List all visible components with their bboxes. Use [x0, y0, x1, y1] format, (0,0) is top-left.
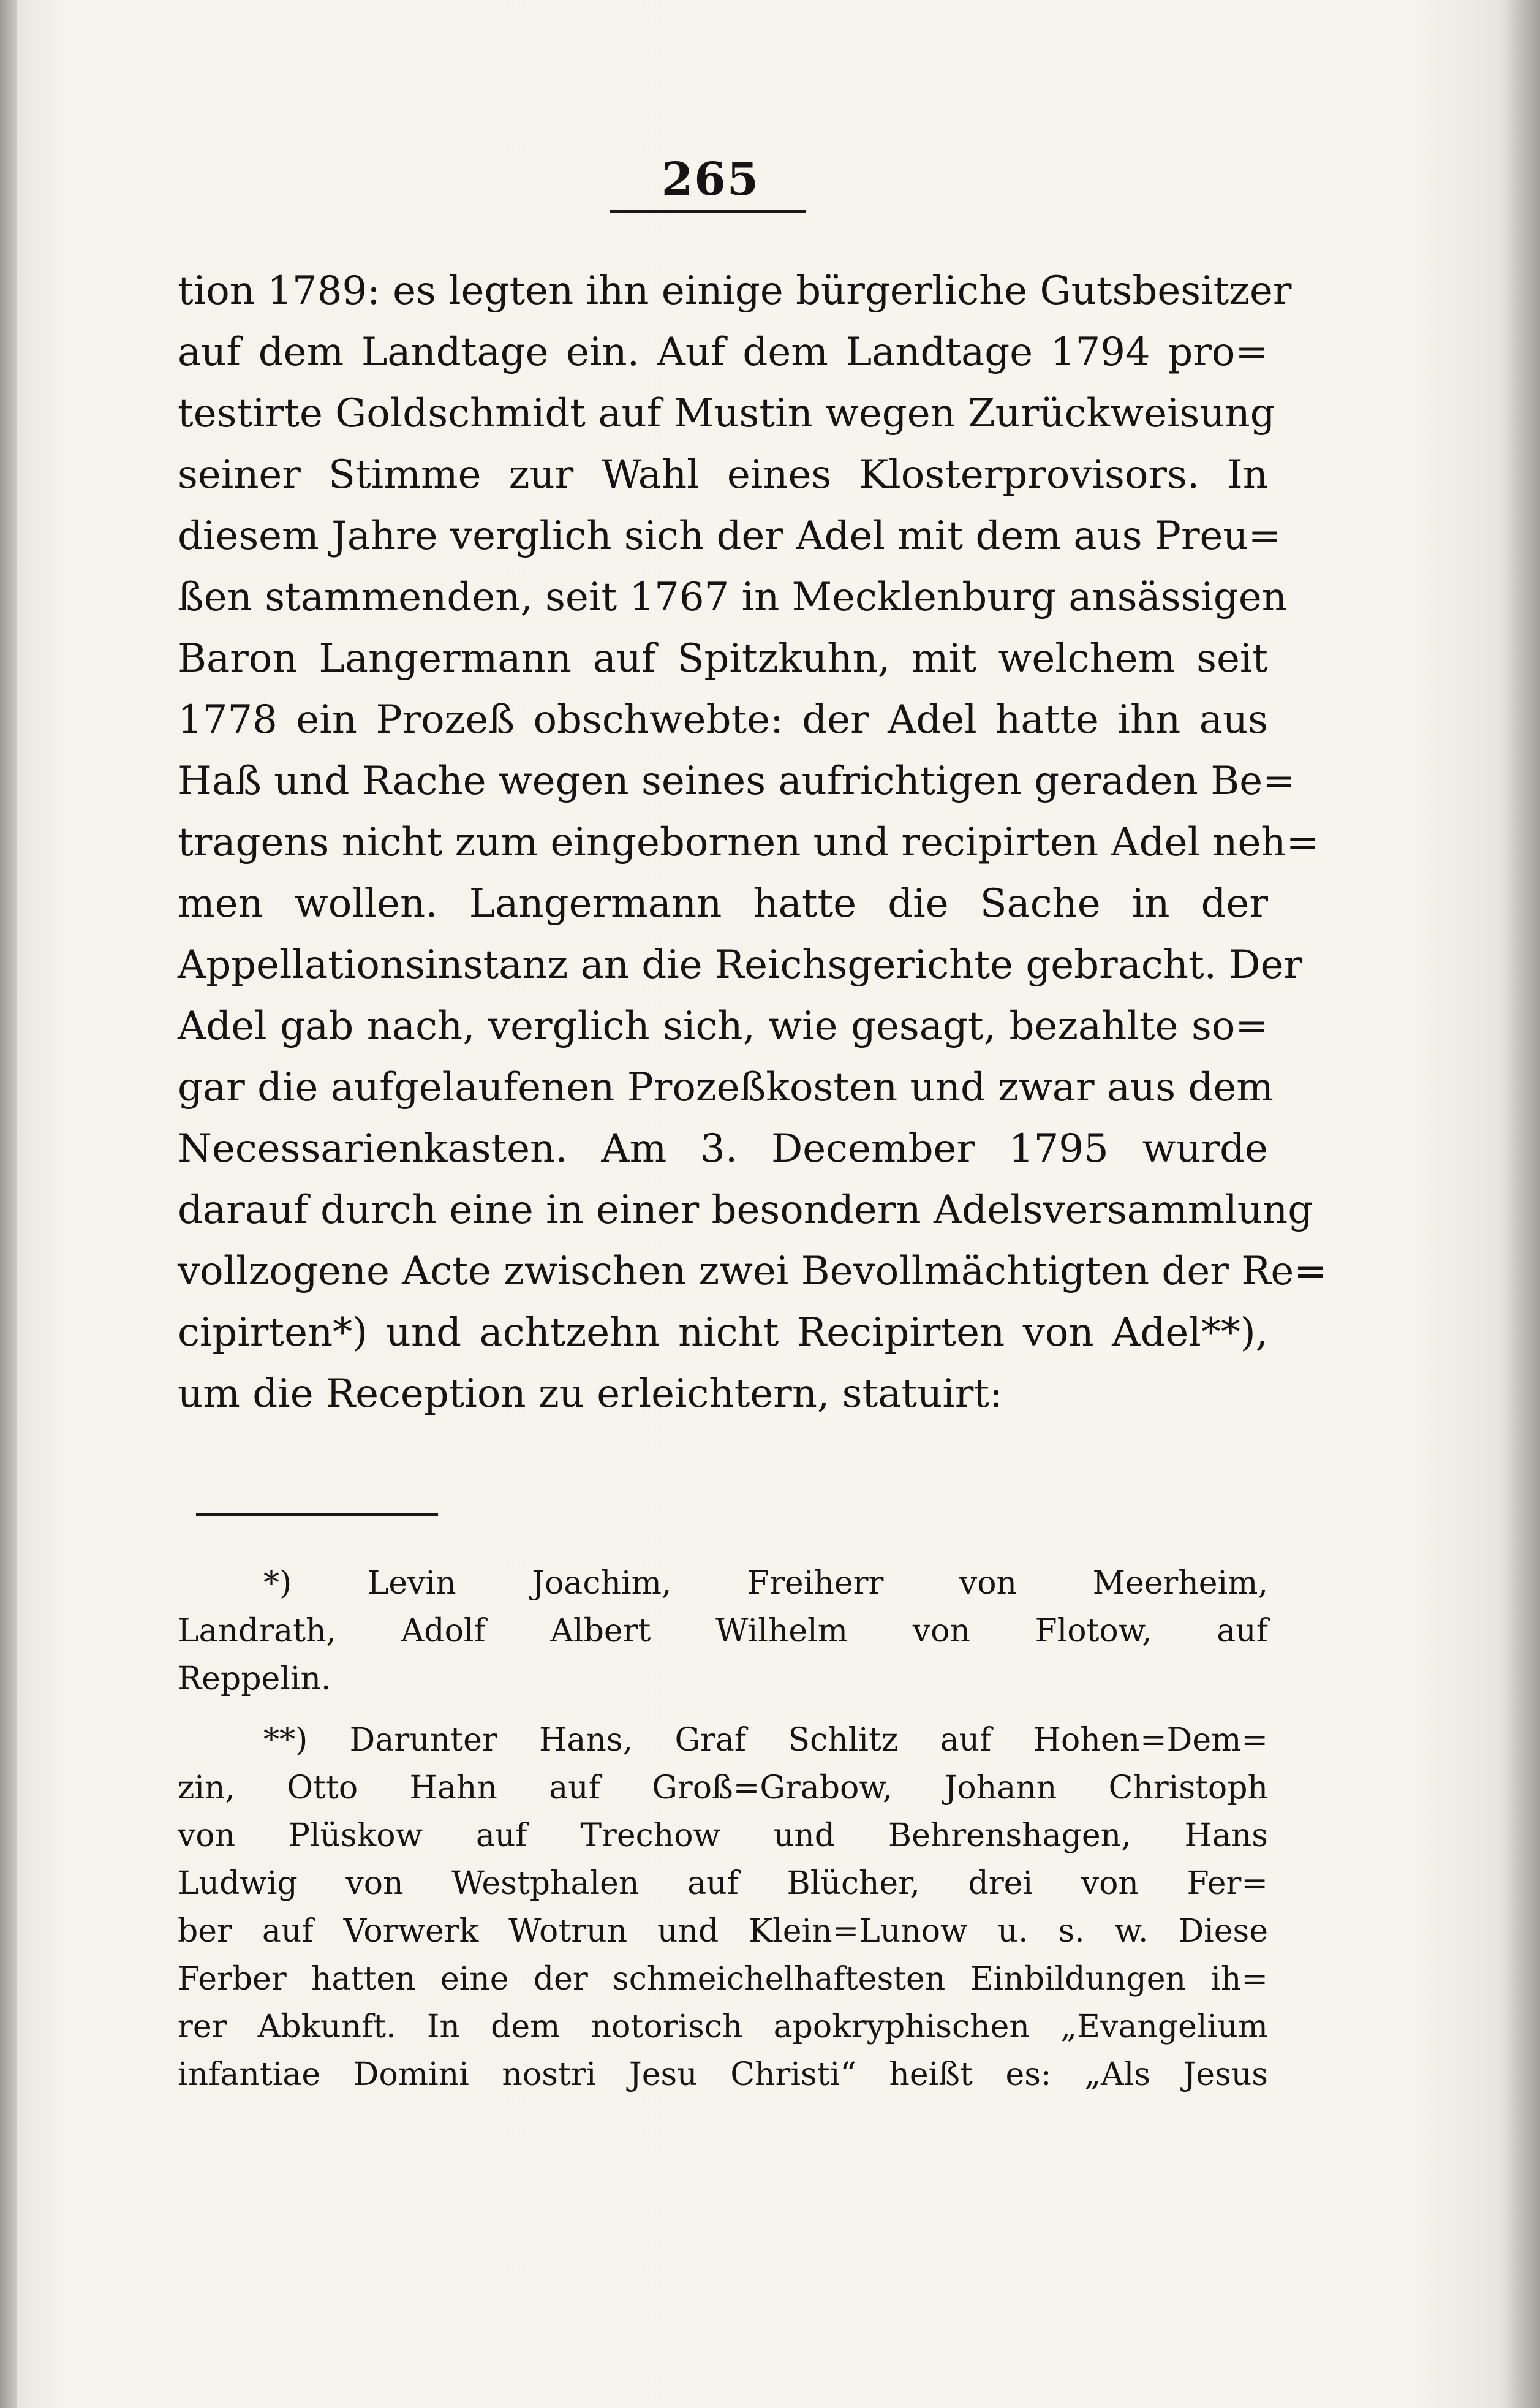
page-left-edge-shadow: [0, 0, 17, 2408]
body-line: men wollen. Langermann hatte die Sache in der: [178, 881, 1268, 926]
footnote-gap: [178, 1703, 1268, 1716]
body-line: testirte Goldschmidt auf Mustin wegen Zurückweisung: [178, 391, 1275, 436]
footnote-line: ber auf Vorwerk Wotrun und Klein=Lunow u. s. w. Diese: [178, 1913, 1268, 1950]
body-line: diesem Jahre verglich sich der Adel mit dem aus Preu=: [178, 513, 1281, 559]
body-line: gar die aufgelaufenen Prozeßkosten und zwar aus dem: [178, 1065, 1274, 1110]
body-line: 1778 ein Prozeß obschwebte: der Adel hatte ihn aus: [178, 697, 1268, 743]
body-line: ßen stammenden, seit 1767 in Mecklenburg ansässigen: [178, 575, 1287, 620]
footnote-line: Landrath, Adolf Albert Wilhelm von Flotow, auf: [178, 1613, 1268, 1649]
body-line: seiner Stimme zur Wahl eines Klosterprovisors. In: [178, 452, 1268, 498]
footnote-1: [178, 1559, 1268, 1703]
footnote-line: infantiae Domini nostri Jesu Christi“ heißt es: „Als Jesus: [178, 2056, 1268, 2093]
body-line: Appellationsinstanz an die Reichsgerichte gebracht. Der: [178, 942, 1303, 988]
body-line: Necessarienkasten. Am 3. December 1795 wurde: [178, 1126, 1268, 1172]
body-line: um die Reception zu erleichtern, statuirt:: [178, 1371, 1003, 1417]
body-line: auf dem Landtage ein. Auf dem Landtage 1794 pro=: [178, 330, 1268, 375]
body-line: tion 1789: es legten ihn einige bürgerliche Gutsbesitzer: [178, 268, 1292, 314]
footnote-line: von Plüskow auf Trechow und Behrenshagen, Hans: [178, 1817, 1268, 1854]
page-number-rule: [610, 210, 806, 213]
page-number: 265: [661, 153, 760, 206]
footnote-line: zin, Otto Hahn auf Groß=Grabow, Johann Christoph: [178, 1770, 1268, 1806]
body-text: [178, 260, 1327, 1425]
body-line: Haß und Rache wegen seines aufrichtigen geraden Be=: [178, 759, 1296, 804]
page-right-edge-shadow: [1503, 0, 1540, 2408]
body-line: Adel gab nach, verglich sich, wie gesagt, bezahlte so=: [178, 1004, 1268, 1049]
footnote-line: Reppelin.: [178, 1660, 331, 1697]
footnote-line: Ferber hatten eine der schmeichelhaftesten Einbildungen ih=: [178, 1961, 1268, 1997]
body-line: darauf durch eine in einer besondern Adelsversammlung: [178, 1187, 1313, 1233]
footnote-line: *) Levin Joachim, Freiherr von Meerheim,: [263, 1565, 1268, 1602]
footnote-2: [178, 1716, 1268, 2099]
footnote-separator-rule: [196, 1513, 438, 1516]
body-line: cipirten*) und achtzehn nicht Recipirten von Adel**),: [178, 1310, 1268, 1355]
body-line: tragens nicht zum eingebornen und recipirten Adel neh=: [178, 820, 1319, 865]
footnotes: [178, 1559, 1268, 2099]
footnote-line: Ludwig von Westphalen auf Blücher, drei von Fer=: [178, 1865, 1268, 1902]
body-line: vollzogene Acte zwischen zwei Bevollmächtigten der Re=: [178, 1249, 1327, 1294]
footnote-line: rer Abkunft. In dem notorisch apokryphischen „Evangelium: [178, 2009, 1268, 2045]
footnote-line: **) Darunter Hans, Graf Schlitz auf Hohen=Dem=: [263, 1722, 1268, 1759]
body-line: Baron Langermann auf Spitzkuhn, mit welchem seit: [178, 636, 1268, 681]
